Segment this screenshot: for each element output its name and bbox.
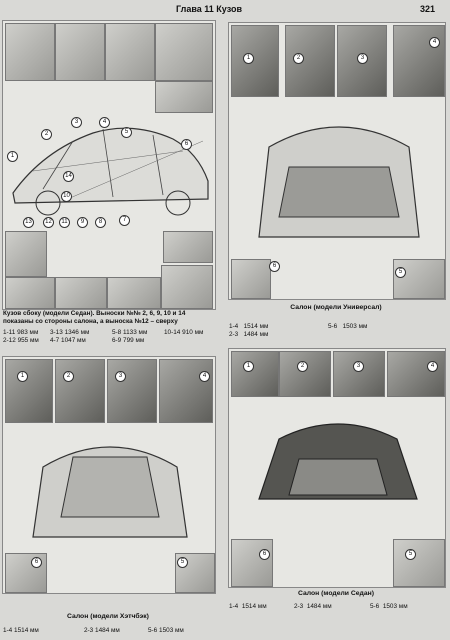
callout-14: 14 — [63, 171, 74, 182]
sedan-photo-4 — [387, 351, 445, 397]
sedan-photo-1 — [231, 351, 279, 397]
hatch-photo-1 — [5, 359, 53, 423]
wagon-dim-5-6: 5-6 1503 мм — [328, 323, 368, 330]
callout-10: 10 — [61, 191, 72, 202]
hatch-callout-6: 6 — [31, 557, 42, 568]
callout-2: 2 — [41, 129, 52, 140]
sedan-photo-2 — [279, 351, 331, 397]
sedan-side-figure — [2, 20, 216, 310]
dim-4-7: 4-7 1047 мм — [50, 337, 86, 344]
hatchback-body-drawing — [23, 427, 197, 551]
callout-3: 3 — [71, 117, 82, 128]
sedan-dim-1-4: 1-4 1514 мм — [229, 603, 267, 610]
detail-photo-10 — [107, 277, 161, 309]
sedan-callout-1: 1 — [243, 361, 254, 372]
hatch-caption: Салон (модели Хэтчбэк) — [67, 613, 149, 620]
wagon-callout-3: 3 — [357, 53, 368, 64]
sedan-interior-drawing — [249, 399, 427, 535]
hatch-dim-5-6: 5-6 1503 мм — [148, 627, 184, 634]
wagon-callout-4: 4 — [429, 37, 440, 48]
detail-photo-2 — [55, 23, 105, 81]
hatch-callout-2: 2 — [63, 371, 74, 382]
detail-photo-3 — [105, 23, 155, 81]
sedan-photo-3 — [333, 351, 385, 397]
callout-6: 6 — [181, 139, 192, 150]
wagon-dim-2-3: 2-3 1484 мм — [229, 331, 269, 338]
hatch-dim-2-3: 2-3 1484 мм — [84, 627, 120, 634]
callout-13: 13 — [23, 217, 34, 228]
wagon-body-drawing — [249, 107, 429, 257]
sedan-dim-5-6: 5-6 1503 мм — [370, 603, 408, 610]
detail-photo-6 — [5, 231, 47, 277]
dim-5-8: 5-8 1133 мм — [112, 329, 148, 336]
sedan-side-drawing — [3, 111, 215, 231]
detail-photo-8 — [5, 277, 55, 309]
wagon-photo-1 — [231, 25, 279, 97]
callout-11: 11 — [59, 217, 70, 228]
callout-7: 7 — [119, 215, 130, 226]
callout-1: 1 — [7, 151, 18, 162]
sedan-photo-6 — [393, 539, 445, 587]
callout-5: 5 — [121, 127, 132, 138]
detail-photo-9 — [55, 277, 107, 309]
wagon-callout-2: 2 — [293, 53, 304, 64]
sedan-photo-5 — [231, 539, 273, 587]
detail-photo-1 — [5, 23, 55, 81]
hatch-dim-1-4: 1-4 1514 мм — [3, 627, 39, 634]
callout-12: 12 — [43, 217, 54, 228]
hatch-photo-2 — [55, 359, 105, 423]
sedan-callout-3: 3 — [353, 361, 364, 372]
detail-photo-4 — [155, 23, 213, 81]
dim-2-12: 2-12 955 мм — [3, 337, 39, 344]
hatchback-interior-figure — [2, 356, 216, 594]
sedan-interior-caption: Салон (модели Седан) — [297, 590, 375, 597]
wagon-callout-6: 6 — [269, 261, 280, 272]
sedan-callout-2: 2 — [297, 361, 308, 372]
callout-4: 4 — [99, 117, 110, 128]
sedan-callout-6: 6 — [259, 549, 270, 560]
wagon-callout-1: 1 — [243, 53, 254, 64]
wagon-callout-5: 5 — [395, 267, 406, 278]
wagon-dim-1-4: 1-4 1514 мм — [229, 323, 269, 330]
sedan-side-caption: Кузов сбоку (модели Седан). Выноски №№ 2, 6, 9, 10 и 14 показаны со стороны салона, а выноска №12 – сверху — [3, 310, 186, 325]
hatch-callout-5: 5 — [177, 557, 188, 568]
chapter-title: Глава 11 Кузов — [176, 4, 242, 14]
sedan-interior-figure — [228, 348, 446, 588]
sedan-dim-2-3: 2-3 1484 мм — [294, 603, 332, 610]
sedan-callout-4: 4 — [427, 361, 438, 372]
sedan-callout-5: 5 — [405, 549, 416, 560]
wagon-photo-6 — [393, 259, 445, 299]
page-header — [0, 0, 450, 18]
wagon-photo-5 — [231, 259, 271, 299]
detail-photo-11 — [161, 265, 213, 309]
dim-3-13: 3-13 1346 мм — [50, 329, 90, 336]
page-number: 321 — [420, 4, 436, 14]
wagon-photo-2 — [285, 25, 335, 97]
dim-10-14: 10-14 910 мм — [164, 329, 204, 336]
hatch-photo-3 — [107, 359, 157, 423]
dim-1-11: 1-11 983 мм — [3, 329, 39, 336]
hatch-photo-4 — [159, 359, 213, 423]
hatch-callout-3: 3 — [115, 371, 126, 382]
hatch-callout-1: 1 — [17, 371, 28, 382]
detail-photo-7 — [163, 231, 213, 263]
detail-photo-5 — [155, 81, 213, 113]
wagon-caption: Салон (модели Универсал) — [290, 304, 382, 311]
dim-6-9: 6-9 799 мм — [112, 337, 145, 344]
callout-8: 8 — [95, 217, 106, 228]
wagon-interior-figure — [228, 22, 446, 300]
wagon-photo-4 — [393, 25, 445, 97]
callout-9: 9 — [77, 217, 88, 228]
hatch-callout-4: 4 — [199, 371, 210, 382]
